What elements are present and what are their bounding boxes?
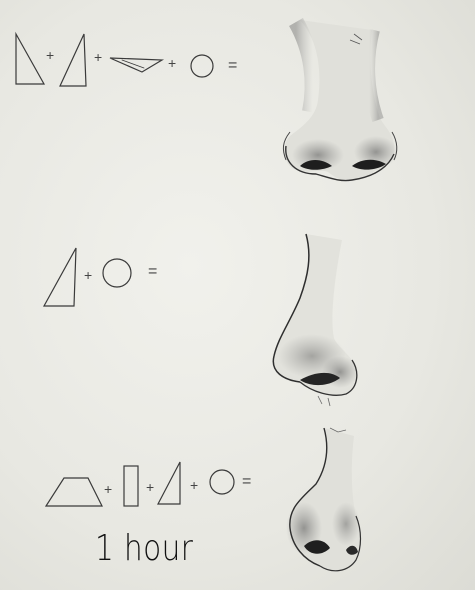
- trapezoid-shape: [46, 478, 102, 506]
- side-view-nose: [273, 234, 358, 406]
- row-2-formula: [44, 248, 157, 306]
- plus-symbol: +: [146, 479, 155, 495]
- front-view-nose: [283, 20, 398, 181]
- triangle-shape: [158, 462, 180, 504]
- plus-symbol: +: [190, 477, 199, 493]
- circle-shape: [103, 259, 131, 287]
- plus-symbol: +: [84, 267, 93, 283]
- plus-symbol: +: [46, 47, 55, 63]
- triangle-shape: [60, 34, 86, 86]
- triangle-shape: [44, 248, 76, 306]
- row-3-formula: [46, 462, 251, 506]
- three-quarter-view-nose: [286, 428, 361, 571]
- equals-symbol: =: [242, 473, 252, 490]
- duration-caption: 1 hour: [95, 528, 194, 569]
- triangle-shape: [16, 34, 44, 84]
- equals-symbol: =: [228, 57, 238, 74]
- plus-symbol: +: [94, 49, 103, 65]
- row-1-formula: [16, 34, 237, 86]
- plus-symbol: +: [104, 481, 113, 497]
- plus-symbol: +: [168, 55, 177, 71]
- circle-shape: [191, 55, 213, 77]
- circle-shape: [210, 470, 234, 494]
- rectangle-shape: [124, 466, 138, 506]
- equals-symbol: =: [148, 263, 158, 280]
